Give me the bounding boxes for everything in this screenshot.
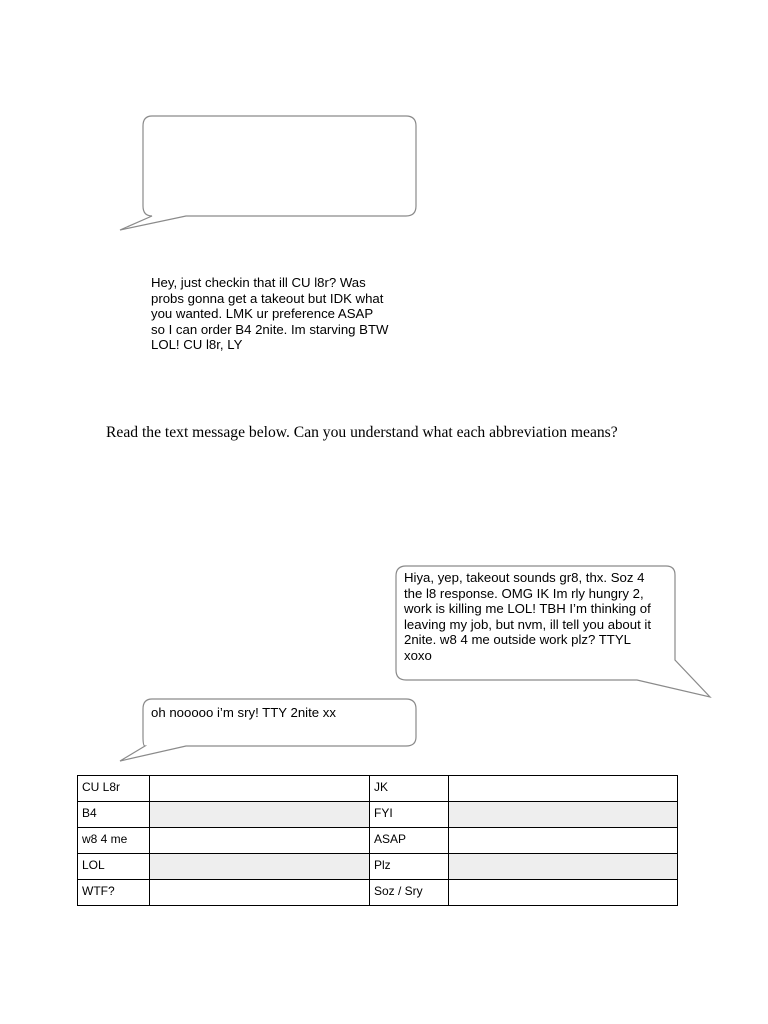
abbreviation-cell: B4 [78,802,150,828]
instruction-text: Read the text message below. Can you understand what each abbreviation means? [106,424,618,441]
abbreviation-cell: CU L8r [78,776,150,802]
first-text-message: Hey, just checkin that ill CU l8r? Was probs gonna get a takeout but IDK what you wanted. LMK ur preference ASAP so I can order B4 2nite. Im starving BTW LOL! CU l8r, LY [151,275,389,353]
answer-cell[interactable] [449,776,678,802]
abbreviation-cell: JK [370,776,449,802]
abbreviation-cell: Soz / Sry [370,880,449,906]
abbreviation-cell: Plz [370,854,449,880]
reply-text-message: Hiya, yep, takeout sounds gr8, thx. Soz 4 the l8 response. OMG IK Im rly hungry 2, work is killing me LOL! TBH I’m thinking of leaving my job, but nvm, ill tell you about it 2nite. w8 4 me outside work plz? TTYL xoxo [404,570,652,663]
abbreviation-cell: w8 4 me [78,828,150,854]
final-text-message: oh nooooo i’m sry! TTY 2nite xx [151,705,336,720]
answer-cell[interactable] [449,802,678,828]
abbreviation-table [77,775,678,906]
table-row [78,854,678,880]
answer-cell[interactable] [150,854,370,880]
empty-speech-bubble [120,116,416,230]
answer-cell[interactable] [449,880,678,906]
answer-cell[interactable] [449,854,678,880]
table-row [78,828,678,854]
table-row [78,776,678,802]
answer-cell[interactable] [449,828,678,854]
answer-cell[interactable] [150,802,370,828]
abbreviation-cell: LOL [78,854,150,880]
answer-cell[interactable] [150,776,370,802]
abbreviation-cell: ASAP [370,828,449,854]
abbreviation-cell: WTF? [78,880,150,906]
abbreviation-cell: FYI [370,802,449,828]
table-row [78,802,678,828]
answer-cell[interactable] [150,880,370,906]
answer-cell[interactable] [150,828,370,854]
table-row [78,880,678,906]
